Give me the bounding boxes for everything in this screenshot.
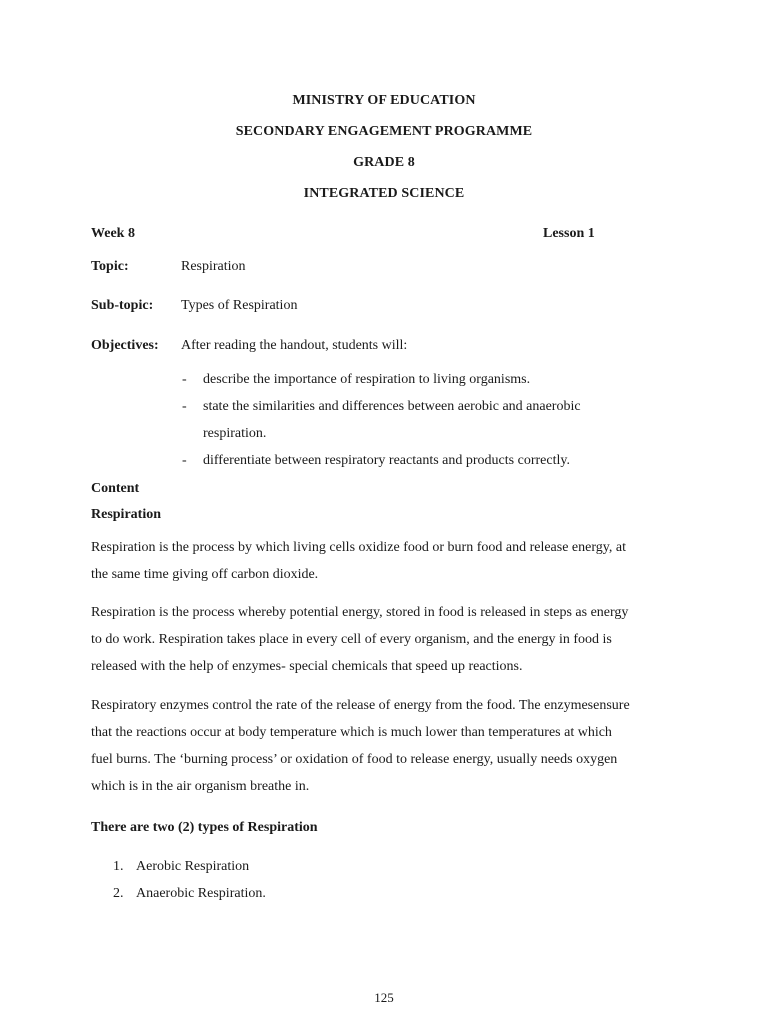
subject-heading: INTEGRATED SCIENCE [303, 186, 465, 201]
objective-item-2-line-1: state the similarities and differences between aerobic and anaerobic [203, 399, 581, 414]
programme-heading: SECONDARY ENGAGEMENT PROGRAMME [235, 124, 533, 139]
list-number: 2. [113, 886, 124, 901]
paragraph-line: released with the help of enzymes- special chemicals that speed up reactions. [91, 659, 523, 674]
objective-item-1: describe the importance of respiration to living organisms. [203, 372, 531, 387]
objective-item-2-line-2: respiration. [203, 426, 267, 441]
page-number: 125 [374, 990, 394, 1005]
topic-value: Respiration [181, 259, 246, 274]
subtopic-label: Sub-topic: [91, 298, 154, 313]
ministry-heading: MINISTRY OF EDUCATION [292, 93, 476, 108]
lesson-label: Lesson 1 [543, 226, 595, 241]
objective-item-3: differentiate between respiratory reactants and products correctly. [203, 453, 570, 468]
paragraph-line: Respiration is the process by which living cells oxidize food or burn food and release energy, at [91, 540, 626, 555]
list-item-anaerobic: Anaerobic Respiration. [136, 886, 266, 901]
paragraph-line: Respiratory enzymes control the rate of the release of energy from the food. The enzymesensure [91, 698, 630, 713]
paragraph-line: fuel burns. The ‘burning process’ or oxidation of food to release energy, usually needs oxygen [91, 752, 618, 767]
list-number: 1. [113, 859, 124, 874]
paragraph-line: which is in the air organism breathe in. [91, 779, 310, 794]
objectives-intro: After reading the handout, students will: [181, 338, 408, 353]
objective-bullet: - [182, 399, 187, 414]
paragraph-line: that the reactions occur at body temperature which is much lower than temperatures at which [91, 725, 612, 740]
paragraph-2 [91, 599, 681, 680]
paragraph-3 [91, 692, 681, 800]
objectives-label: Objectives: [91, 338, 159, 353]
week-label: Week 8 [91, 226, 135, 241]
paragraph-line: to do work. Respiration takes place in every cell of every organism, and the energy in food is [91, 632, 612, 647]
paragraph-line: the same time giving off carbon dioxide. [91, 567, 319, 582]
content-heading: Content [91, 481, 140, 496]
list-item-aerobic: Aerobic Respiration [136, 859, 250, 874]
topic-label: Topic: [91, 259, 129, 274]
subtopic-value: Types of Respiration [181, 298, 298, 313]
paragraph-line: Respiration is the process whereby potential energy, stored in food is released in steps as energy [91, 605, 629, 620]
objective-bullet: - [182, 453, 187, 468]
paragraph-1 [91, 534, 681, 588]
objective-bullet: - [182, 372, 187, 387]
types-heading: There are two (2) types of Respiration [91, 820, 318, 835]
respiration-heading: Respiration [91, 507, 161, 522]
grade-heading: GRADE 8 [353, 155, 415, 170]
